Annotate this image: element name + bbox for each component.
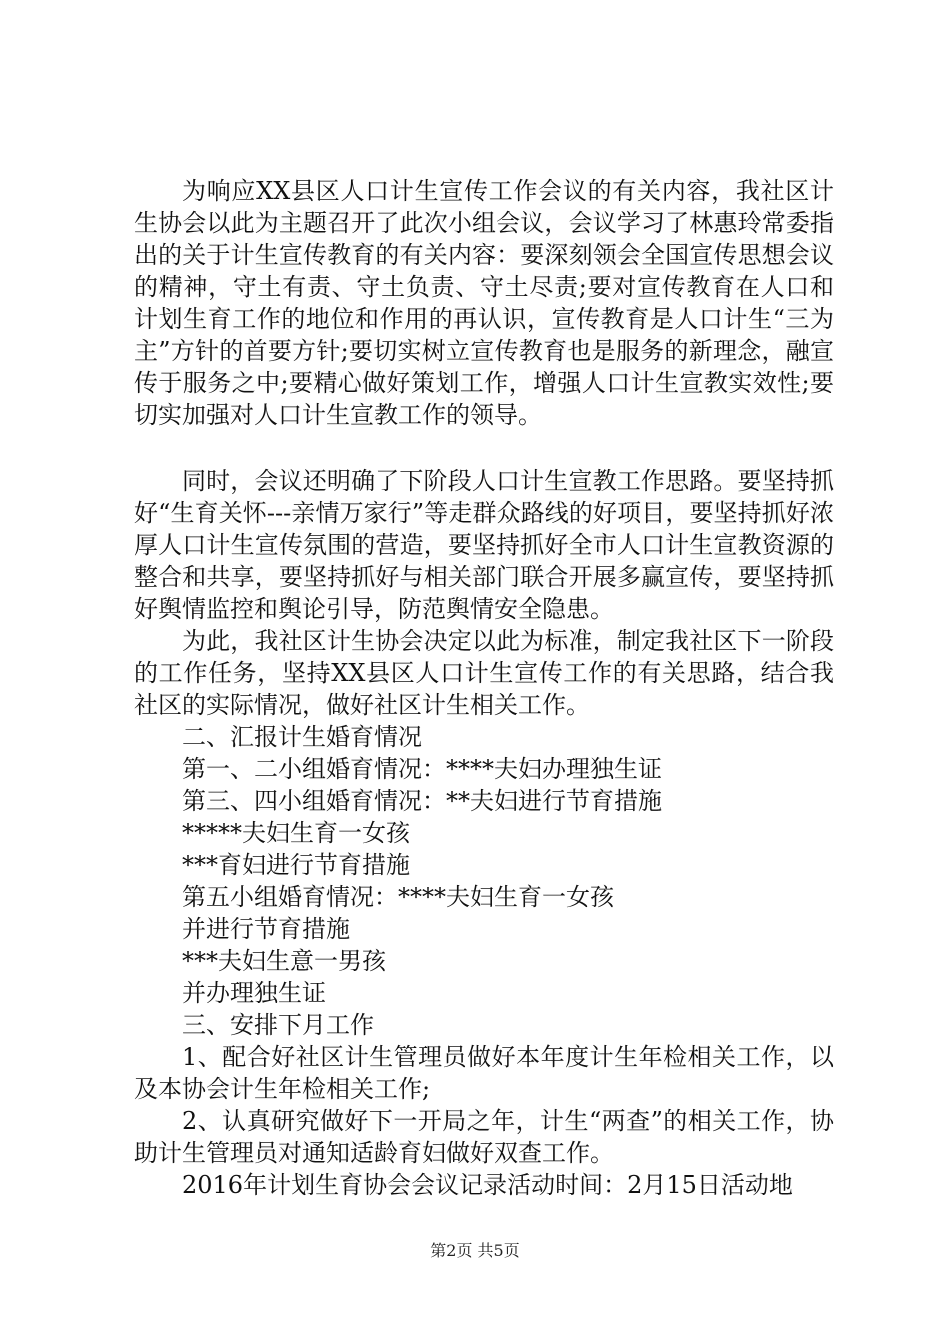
paragraph-work-ideas: 同时，会议还明确了下阶段人口计生宣教工作思路。要坚持抓好“生育关怀---亲情万家行”等走群众路线的好项目，要坚持抓好浓厚人口计生宣传氛围的营造，要坚持抓好全市人口计生宣教资源的整合和共享，要坚持抓好与相关部门联合开展多赢宣传，要坚持抓好舆情监控和舆论引导，防范舆情安全隐患。 (134, 467, 834, 623)
list-item: *****夫妇生育一女孩 (182, 819, 410, 847)
task-item-1: 1、配合好社区计生管理员做好本年度计生年检相关工作，以及本协会计生年检相关工作; (134, 1043, 834, 1103)
paragraph-community-plan: 为此，我社区计生协会决定以此为标准，制定我社区下一阶段的工作任务，坚持XX县区人口计生宣传工作的有关思路，结合我社区的实际情况，做好社区计生相关工作。 (134, 627, 834, 719)
page-footer (0, 1241, 950, 1261)
list-item: 第五小组婚育情况：****夫妇生育一女孩 (182, 883, 614, 911)
page-number: 第2页 共5页 (430, 1241, 520, 1260)
paragraph-gap (134, 431, 834, 465)
list-item: ***育妇进行节育措施 (182, 851, 410, 879)
section-heading-marriage-report: 二、汇报计生婚育情况 (182, 723, 422, 751)
paragraph-intro: 为响应XX县区人口计生宣传工作会议的有关内容，我社区计生协会以此为主题召开了此次小组会议，会议学习了林惠玲常委指出的关于计生宣传教育的有关内容：要深刻领会全国宣传思想会议的精神，守土有责、守土负责、守土尽责;要对宣传教育在人口和计划生育工作的地位和作用的再认识，宣传教育是人口计生“三为主”方针的首要方针;要切实树立宣传教育也是服务的新理念，融宣传于服务之中;要精心做好策划工作，增强人口计生宣教实效性;要切实加强对人口计生宣教工作的领导。 (134, 177, 834, 429)
section-heading-next-month: 三、安排下月工作 (182, 1011, 374, 1039)
list-item: 第一、二小组婚育情况：****夫妇办理独生证 (182, 755, 662, 783)
paragraph-meeting-record: 2016年计划生育协会会议记录活动时间：2月15日活动地 (182, 1171, 793, 1199)
list-item: 第三、四小组婚育情况：**夫妇进行节育措施 (182, 787, 662, 815)
document-body (134, 175, 834, 1201)
list-item: 并办理独生证 (182, 979, 326, 1007)
task-item-2: 2、认真研究做好下一开局之年，计生“两查”的相关工作，协助计生管理员对通知适龄育妇做好双查工作。 (134, 1107, 834, 1167)
list-item: ***夫妇生意一男孩 (182, 947, 386, 975)
list-item: 并进行节育措施 (182, 915, 350, 943)
